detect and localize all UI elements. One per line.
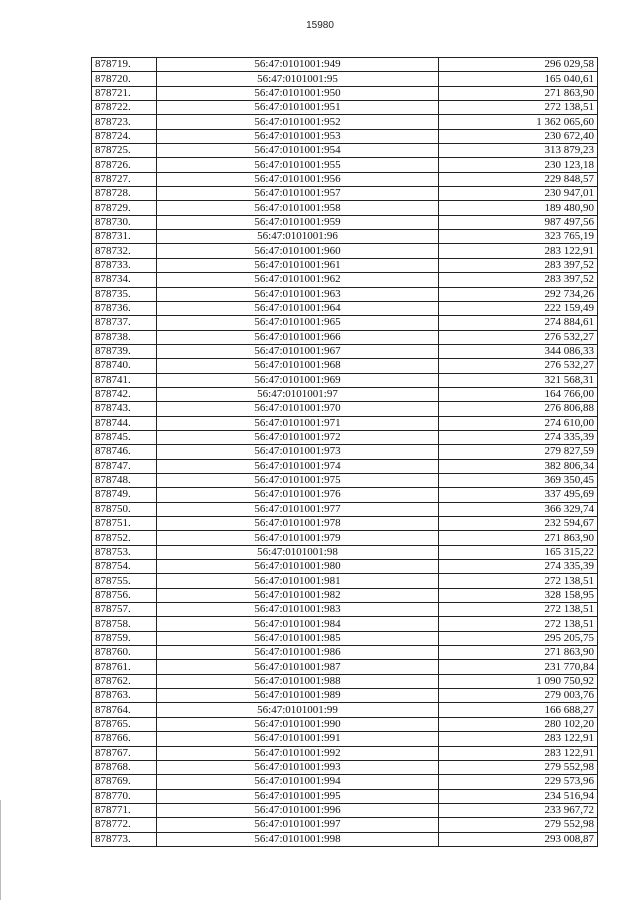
table-row [92,330,598,344]
cadastral-number-cell: 56:47:0101001:969 [157,373,439,387]
row-number-cell: 878743. [92,402,157,416]
row-number-cell: 878722. [92,101,157,115]
cadastral-value-cell: 229 573,96 [439,775,598,789]
row-number-cell: 878772. [92,818,157,832]
row-number-cell: 878760. [92,646,157,660]
row-number-cell: 878735. [92,287,157,301]
table-row [92,746,598,760]
cadastral-number-cell: 56:47:0101001:982 [157,588,439,602]
cadastral-value-cell: 274 335,39 [439,430,598,444]
table-row [92,674,598,688]
cadastral-number-cell: 56:47:0101001:955 [157,158,439,172]
row-number-cell: 878763. [92,689,157,703]
cadastral-value-cell: 293 008,87 [439,832,598,846]
row-number-cell: 878768. [92,760,157,774]
cadastral-number-cell: 56:47:0101001:972 [157,430,439,444]
cadastral-number-cell: 56:47:0101001:971 [157,416,439,430]
cadastral-value-cell: 1 362 065,60 [439,115,598,129]
cadastral-value-cell: 283 397,52 [439,258,598,272]
table-row [92,803,598,817]
row-number-cell: 878753. [92,545,157,559]
cadastral-number-cell: 56:47:0101001:988 [157,674,439,688]
cadastral-value-cell: 230 672,40 [439,129,598,143]
row-number-cell: 878745. [92,430,157,444]
table-row [92,646,598,660]
row-number-cell: 878737. [92,316,157,330]
row-number-cell: 878747. [92,459,157,473]
table-row [92,129,598,143]
cadastral-value-cell: 165 040,61 [439,72,598,86]
cadastral-number-cell: 56:47:0101001:980 [157,560,439,574]
table-row [92,187,598,201]
row-number-cell: 878726. [92,158,157,172]
cadastral-number-cell: 56:47:0101001:961 [157,258,439,272]
cadastral-number-cell: 56:47:0101001:983 [157,603,439,617]
table-row [92,717,598,731]
table-row [92,588,598,602]
table-row [92,373,598,387]
row-number-cell: 878733. [92,258,157,272]
row-number-cell: 878724. [92,129,157,143]
table-row [92,775,598,789]
cadastral-value-cell: 987 497,56 [439,215,598,229]
table-row [92,603,598,617]
cadastral-value-cell: 230 123,18 [439,158,598,172]
cadastral-value-cell: 230 947,01 [439,187,598,201]
cadastral-value-cell: 382 806,34 [439,459,598,473]
cadastral-number-cell: 56:47:0101001:962 [157,273,439,287]
cadastral-number-cell: 56:47:0101001:979 [157,531,439,545]
cadastral-number-cell: 56:47:0101001:957 [157,187,439,201]
row-number-cell: 878761. [92,660,157,674]
cadastral-number-cell: 56:47:0101001:967 [157,344,439,358]
cadastral-number-cell: 56:47:0101001:994 [157,775,439,789]
cadastral-value-cell: 279 003,76 [439,689,598,703]
cadastral-number-cell: 56:47:0101001:970 [157,402,439,416]
table-row [92,473,598,487]
cadastral-value-cell: 274 884,61 [439,316,598,330]
row-number-cell: 878756. [92,588,157,602]
cadastral-value-cell: 272 138,51 [439,603,598,617]
table-row [92,502,598,516]
table-row [92,172,598,186]
cadastral-value-cell: 272 138,51 [439,101,598,115]
cadastral-number-cell: 56:47:0101001:95 [157,72,439,86]
cadastral-number-cell: 56:47:0101001:968 [157,359,439,373]
cadastral-number-cell: 56:47:0101001:985 [157,631,439,645]
cadastral-value-cell: 165 315,22 [439,545,598,559]
row-number-cell: 878727. [92,172,157,186]
cadastral-value-cell: 279 552,98 [439,818,598,832]
cadastral-number-cell: 56:47:0101001:986 [157,646,439,660]
table-row [92,760,598,774]
row-number-cell: 878742. [92,387,157,401]
row-number-cell: 878736. [92,301,157,315]
row-number-cell: 878770. [92,789,157,803]
row-number-cell: 878739. [92,344,157,358]
row-number-cell: 878765. [92,717,157,731]
table-row [92,230,598,244]
cadastral-number-cell: 56:47:0101001:96 [157,230,439,244]
table-row [92,402,598,416]
cadastral-number-cell: 56:47:0101001:978 [157,517,439,531]
registry-table-body [92,58,598,847]
row-number-cell: 878757. [92,603,157,617]
cadastral-value-cell: 272 138,51 [439,574,598,588]
cadastral-value-cell: 279 552,98 [439,760,598,774]
cadastral-value-cell: 231 770,84 [439,660,598,674]
table-row [92,273,598,287]
cadastral-value-cell: 222 159,49 [439,301,598,315]
cadastral-value-cell: 323 765,19 [439,230,598,244]
cadastral-number-cell: 56:47:0101001:998 [157,832,439,846]
cadastral-number-cell: 56:47:0101001:960 [157,244,439,258]
cadastral-number-cell: 56:47:0101001:987 [157,660,439,674]
cadastral-number-cell: 56:47:0101001:958 [157,201,439,215]
row-number-cell: 878771. [92,803,157,817]
cadastral-number-cell: 56:47:0101001:976 [157,488,439,502]
cadastral-number-cell: 56:47:0101001:98 [157,545,439,559]
cadastral-value-cell: 328 158,95 [439,588,598,602]
cadastral-value-cell: 313 879,23 [439,144,598,158]
row-number-cell: 878738. [92,330,157,344]
cadastral-number-cell: 56:47:0101001:959 [157,215,439,229]
table-row [92,416,598,430]
row-number-cell: 878731. [92,230,157,244]
cadastral-value-cell: 1 090 750,92 [439,674,598,688]
row-number-cell: 878720. [92,72,157,86]
row-number-cell: 878723. [92,115,157,129]
row-number-cell: 878769. [92,775,157,789]
table-row [92,789,598,803]
row-number-cell: 878749. [92,488,157,502]
table-row [92,58,598,72]
cadastral-value-cell: 283 397,52 [439,273,598,287]
row-number-cell: 878725. [92,144,157,158]
cadastral-number-cell: 56:47:0101001:981 [157,574,439,588]
cadastral-number-cell: 56:47:0101001:950 [157,86,439,100]
table-row [92,488,598,502]
table-row [92,101,598,115]
table-row [92,832,598,846]
cadastral-number-cell: 56:47:0101001:953 [157,129,439,143]
cadastral-value-cell: 271 863,90 [439,86,598,100]
cadastral-value-cell: 274 610,00 [439,416,598,430]
row-number-cell: 878773. [92,832,157,846]
table-row [92,689,598,703]
table-row [92,72,598,86]
cadastral-value-cell: 283 122,91 [439,244,598,258]
table-row [92,631,598,645]
table-row [92,574,598,588]
table-row [92,517,598,531]
table-row [92,158,598,172]
cadastral-value-cell: 274 335,39 [439,560,598,574]
table-row [92,287,598,301]
cadastral-value-cell: 280 102,20 [439,717,598,731]
table-row [92,258,598,272]
table-row [92,201,598,215]
cadastral-number-cell: 56:47:0101001:996 [157,803,439,817]
table-row [92,244,598,258]
cadastral-value-cell: 295 205,75 [439,631,598,645]
registry-table [91,57,598,847]
cadastral-value-cell: 321 568,31 [439,373,598,387]
cadastral-value-cell: 366 329,74 [439,502,598,516]
cadastral-number-cell: 56:47:0101001:949 [157,58,439,72]
table-row [92,344,598,358]
cadastral-value-cell: 229 848,57 [439,172,598,186]
cadastral-value-cell: 271 863,90 [439,531,598,545]
cadastral-number-cell: 56:47:0101001:992 [157,746,439,760]
cadastral-number-cell: 56:47:0101001:974 [157,459,439,473]
cadastral-number-cell: 56:47:0101001:97 [157,387,439,401]
cadastral-value-cell: 189 480,90 [439,201,598,215]
cadastral-number-cell: 56:47:0101001:977 [157,502,439,516]
table-row [92,115,598,129]
cadastral-value-cell: 369 350,45 [439,473,598,487]
cadastral-number-cell: 56:47:0101001:973 [157,445,439,459]
cadastral-value-cell: 292 734,26 [439,287,598,301]
row-number-cell: 878751. [92,517,157,531]
cadastral-value-cell: 271 863,90 [439,646,598,660]
table-row [92,459,598,473]
row-number-cell: 878755. [92,574,157,588]
cadastral-value-cell: 272 138,51 [439,617,598,631]
cadastral-value-cell: 276 532,27 [439,359,598,373]
cadastral-number-cell: 56:47:0101001:963 [157,287,439,301]
cadastral-value-cell: 344 086,33 [439,344,598,358]
table-row [92,359,598,373]
row-number-cell: 878758. [92,617,157,631]
row-number-cell: 878764. [92,703,157,717]
row-number-cell: 878740. [92,359,157,373]
table-row [92,430,598,444]
row-number-cell: 878748. [92,473,157,487]
row-number-cell: 878729. [92,201,157,215]
cadastral-number-cell: 56:47:0101001:984 [157,617,439,631]
row-number-cell: 878734. [92,273,157,287]
table-row [92,545,598,559]
table-row [92,660,598,674]
page-number: 15980 [306,20,334,31]
cadastral-number-cell: 56:47:0101001:975 [157,473,439,487]
cadastral-number-cell: 56:47:0101001:956 [157,172,439,186]
row-number-cell: 878759. [92,631,157,645]
cadastral-value-cell: 276 532,27 [439,330,598,344]
cadastral-value-cell: 233 967,72 [439,803,598,817]
cadastral-number-cell: 56:47:0101001:99 [157,703,439,717]
table-row [92,316,598,330]
table-row [92,445,598,459]
table-row [92,387,598,401]
cadastral-number-cell: 56:47:0101001:954 [157,144,439,158]
row-number-cell: 878721. [92,86,157,100]
row-number-cell: 878744. [92,416,157,430]
table-row [92,732,598,746]
table-row [92,301,598,315]
cadastral-value-cell: 164 766,00 [439,387,598,401]
row-number-cell: 878730. [92,215,157,229]
row-number-cell: 878746. [92,445,157,459]
table-row [92,215,598,229]
row-number-cell: 878767. [92,746,157,760]
row-number-cell: 878741. [92,373,157,387]
scan-margin-line [0,800,1,900]
cadastral-value-cell: 276 806,88 [439,402,598,416]
cadastral-number-cell: 56:47:0101001:997 [157,818,439,832]
table-row [92,531,598,545]
row-number-cell: 878732. [92,244,157,258]
cadastral-value-cell: 283 122,91 [439,746,598,760]
cadastral-number-cell: 56:47:0101001:951 [157,101,439,115]
table-row [92,86,598,100]
cadastral-value-cell: 296 029,58 [439,58,598,72]
cadastral-number-cell: 56:47:0101001:966 [157,330,439,344]
cadastral-number-cell: 56:47:0101001:990 [157,717,439,731]
cadastral-number-cell: 56:47:0101001:993 [157,760,439,774]
cadastral-value-cell: 279 827,59 [439,445,598,459]
cadastral-value-cell: 337 495,69 [439,488,598,502]
row-number-cell: 878750. [92,502,157,516]
row-number-cell: 878754. [92,560,157,574]
table-row [92,617,598,631]
cadastral-value-cell: 283 122,91 [439,732,598,746]
table-row [92,560,598,574]
row-number-cell: 878719. [92,58,157,72]
cadastral-number-cell: 56:47:0101001:995 [157,789,439,803]
table-row [92,703,598,717]
cadastral-value-cell: 232 594,67 [439,517,598,531]
row-number-cell: 878766. [92,732,157,746]
cadastral-number-cell: 56:47:0101001:991 [157,732,439,746]
cadastral-value-cell: 234 516,94 [439,789,598,803]
cadastral-number-cell: 56:47:0101001:952 [157,115,439,129]
cadastral-number-cell: 56:47:0101001:989 [157,689,439,703]
row-number-cell: 878762. [92,674,157,688]
row-number-cell: 878752. [92,531,157,545]
row-number-cell: 878728. [92,187,157,201]
table-row [92,818,598,832]
cadastral-number-cell: 56:47:0101001:964 [157,301,439,315]
cadastral-value-cell: 166 688,27 [439,703,598,717]
cadastral-number-cell: 56:47:0101001:965 [157,316,439,330]
table-row [92,144,598,158]
